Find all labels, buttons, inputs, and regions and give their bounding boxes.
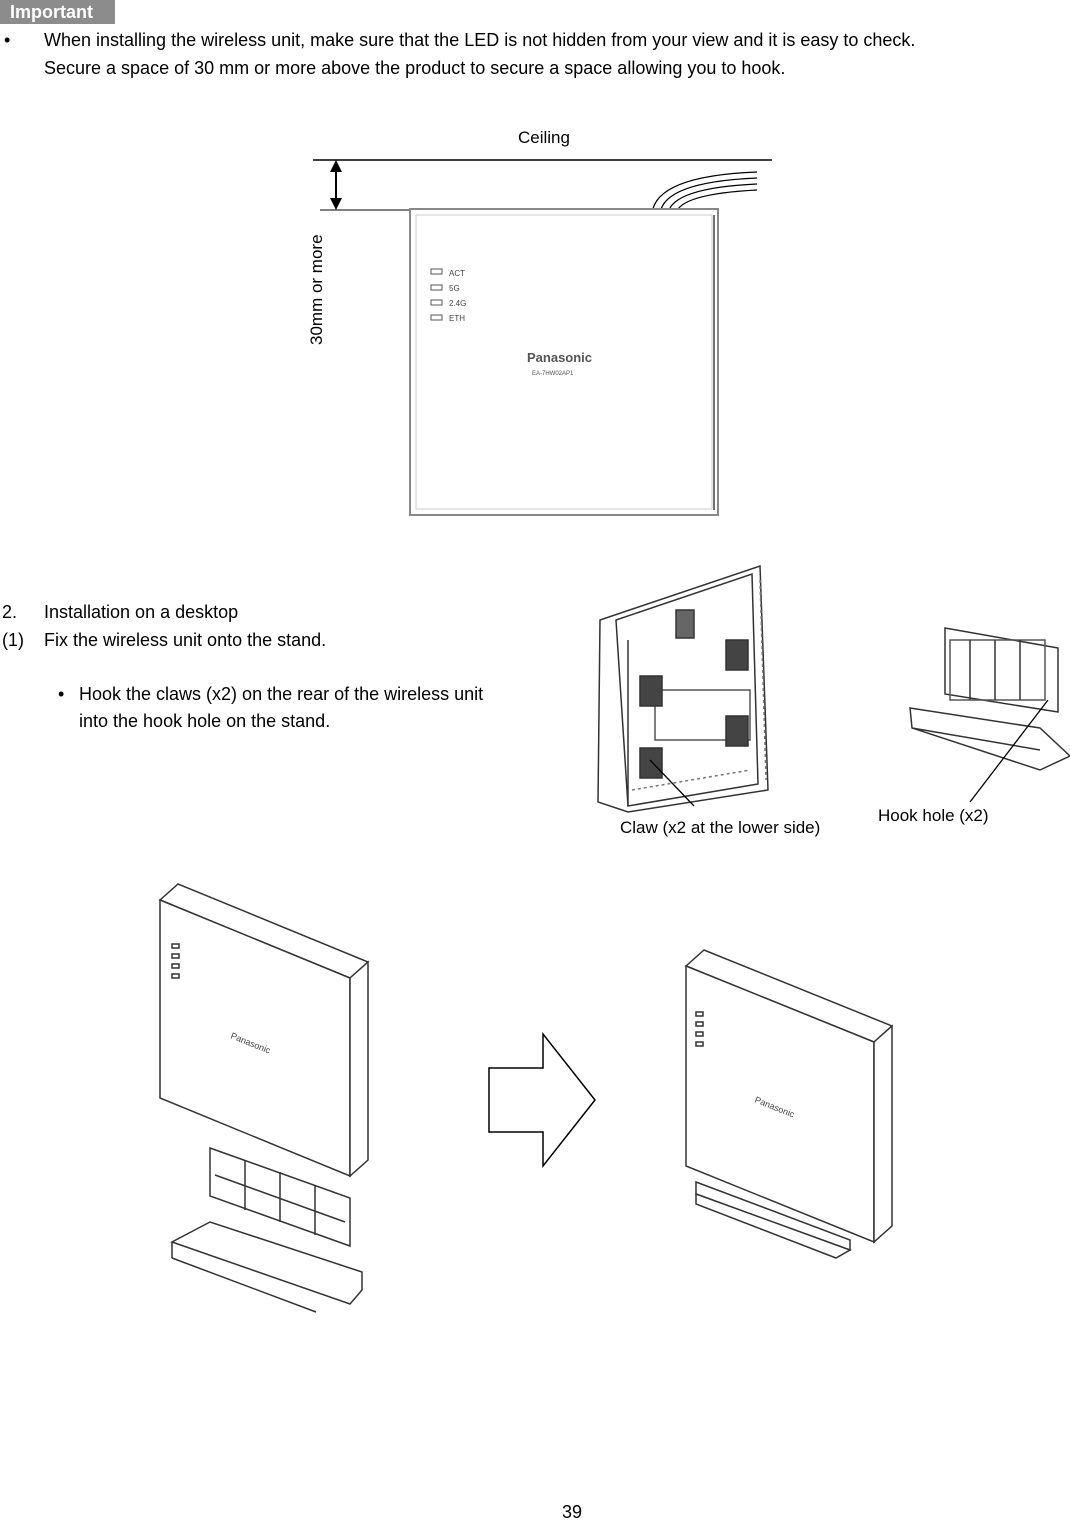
important-badge: Important	[0, 0, 115, 24]
sub-line-1: Hook the claws (x2) on the rear of the wireless unit	[79, 684, 484, 704]
section-number: 2.	[2, 602, 18, 622]
step-text: Fix the wireless unit onto the stand.	[44, 630, 327, 650]
claw-label: Claw (x2 at the lower side)	[620, 818, 821, 837]
bullet-marker: •	[4, 30, 11, 50]
unit-before	[160, 884, 368, 1176]
note-line-1: When installing the wireless unit, make sure that the LED is not hidden from your view and it is easy to check.	[44, 30, 916, 50]
model-label: EA-7HW02AP1	[532, 371, 574, 377]
ceiling-label: Ceiling	[518, 128, 570, 147]
sub-line-2: into the hook hole on the stand.	[79, 711, 331, 731]
note-line-2: Secure a space of 30 mm or more above the product to secure a space allowing you to hook.	[44, 58, 786, 78]
page-number: 39	[562, 1502, 583, 1522]
section-title: Installation on a desktop	[44, 602, 239, 622]
led-label-24g: 2.4G	[449, 299, 467, 308]
clearance-label: 30mm or more	[307, 234, 326, 345]
assembly-arrow	[489, 1034, 595, 1166]
svg-text:Panasonic: Panasonic	[229, 1030, 272, 1056]
sub-bullet-marker: •	[58, 684, 65, 704]
step-number: (1)	[2, 630, 24, 650]
hook-hole-label: Hook hole (x2)	[878, 806, 989, 825]
led-label-5g: 5G	[449, 284, 460, 293]
unit-after	[686, 950, 892, 1258]
led-label-act: ACT	[449, 269, 465, 278]
led-label-eth: ETH	[449, 314, 465, 323]
svg-text:Panasonic: Panasonic	[753, 1094, 796, 1120]
brand-logo: Panasonic	[527, 350, 593, 365]
stand-before	[172, 1148, 362, 1312]
